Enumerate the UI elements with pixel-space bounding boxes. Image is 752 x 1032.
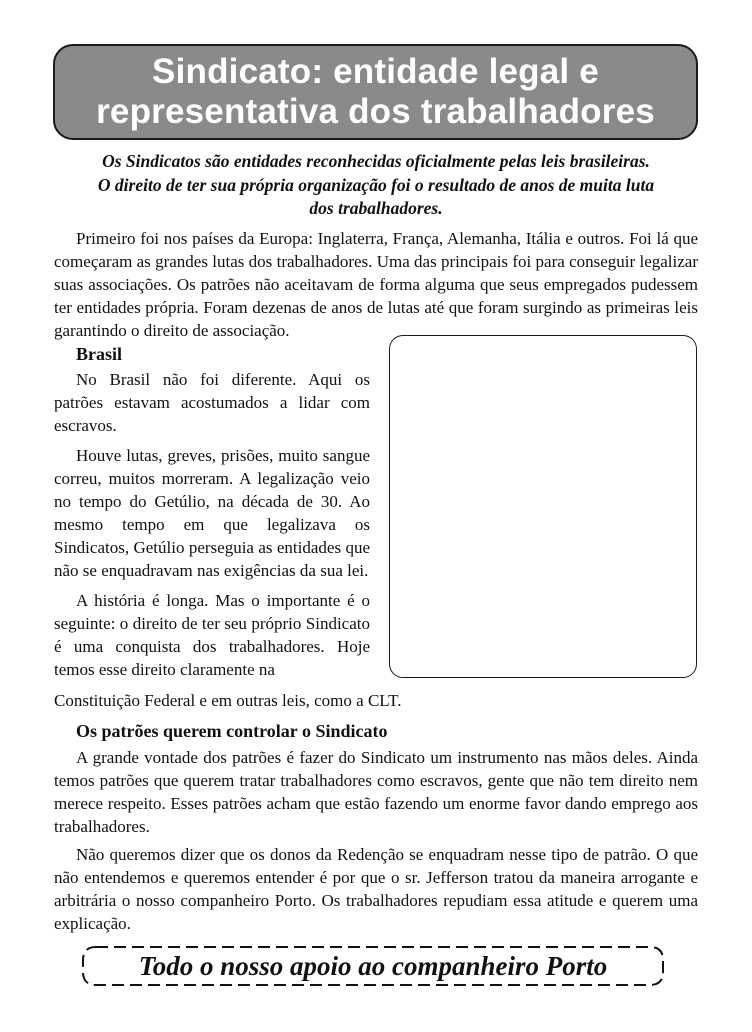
support-slogan: Todo o nosso apoio ao companheiro Porto [138,951,608,981]
brasil-column [54,368,370,688]
title-banner [53,44,698,140]
intro-paragraph: Primeiro foi nos países da Europa: Inglaterra, França, Alemanha, Itália e outros. Foi lá que começaram as grandes lutas dos trabalhadores. Uma das principais foi para conseguir legalizar suas associações. Os patrões não aceitavam de forma alguma que seus empregados pudessem ter entidades própria. Foram dezenas de anos de lutas até que foram surgindo as primeiras leis garantindo o direito de associação. [54,229,698,340]
brasil-paragraph-1: No Brasil não foi diferente. Aqui os patrões estavam acostumados a lidar com escravos. [54,370,370,435]
section-heading-patroes: Os patrões querem controlar o Sindicato [76,721,388,741]
lead-paragraph [54,150,698,221]
page-title-line1: Sindicato: entidade legal e [152,52,599,91]
patroes-paragraph-1: A grande vontade dos patrões é fazer do Sindicato um instrumento nas mãos deles. Ainda temos patrões que querem tratar trabalhadores como escravos, gente que não tem direito nem merece respeito. Esses patrões acham que estão fazendo um enorme favor dando emprego aos trabalhadores. [54,748,698,836]
brasil-paragraph-2: Houve lutas, greves, prisões, muito sangue correu, muitos morreram. A legalização veio no tempo do Getúlio, na década de 30. Ao mesmo tempo em que legalizava os Sindicatos, Getúlio perseguia as entidades que não se enquadravam nas exigências da sua lei. [54,446,370,580]
section-heading-brasil: Brasil [76,344,123,364]
brasil-paragraph-3-end: Constituição Federal e em outras leis, como a CLT. [54,691,402,710]
page-title-line2: representativa dos trabalhadores [96,92,655,131]
lead-line1: Os Sindicatos são entidades reconhecidas oficialmente pelas leis brasileiras. [102,151,650,171]
brasil-paragraph-3: A história é longa. Mas o importante é o seguinte: o direito de ter seu próprio Sindicato é uma conquista dos trabalhadores. Hoje temos esse direito claramente na [54,591,370,679]
patroes-paragraph-2: Não queremos dizer que os donos da Redenção se enquadram nesse tipo de patrão. O que não entendemos e queremos entender é por que o sr. Jefferson tratou da maneira arrogante e arbitrária o nosso companheiro Porto. Os trabalhadores repudiam essa atitude e querem uma explicação. [54,845,698,933]
image-placeholder-frame [389,335,697,678]
lead-line3: dos trabalhadores. [309,198,443,218]
lead-line2: O direito de ter sua própria organização foi o resultado de anos de muita luta [97,174,655,195]
support-banner [78,942,668,990]
page-title [96,52,655,132]
